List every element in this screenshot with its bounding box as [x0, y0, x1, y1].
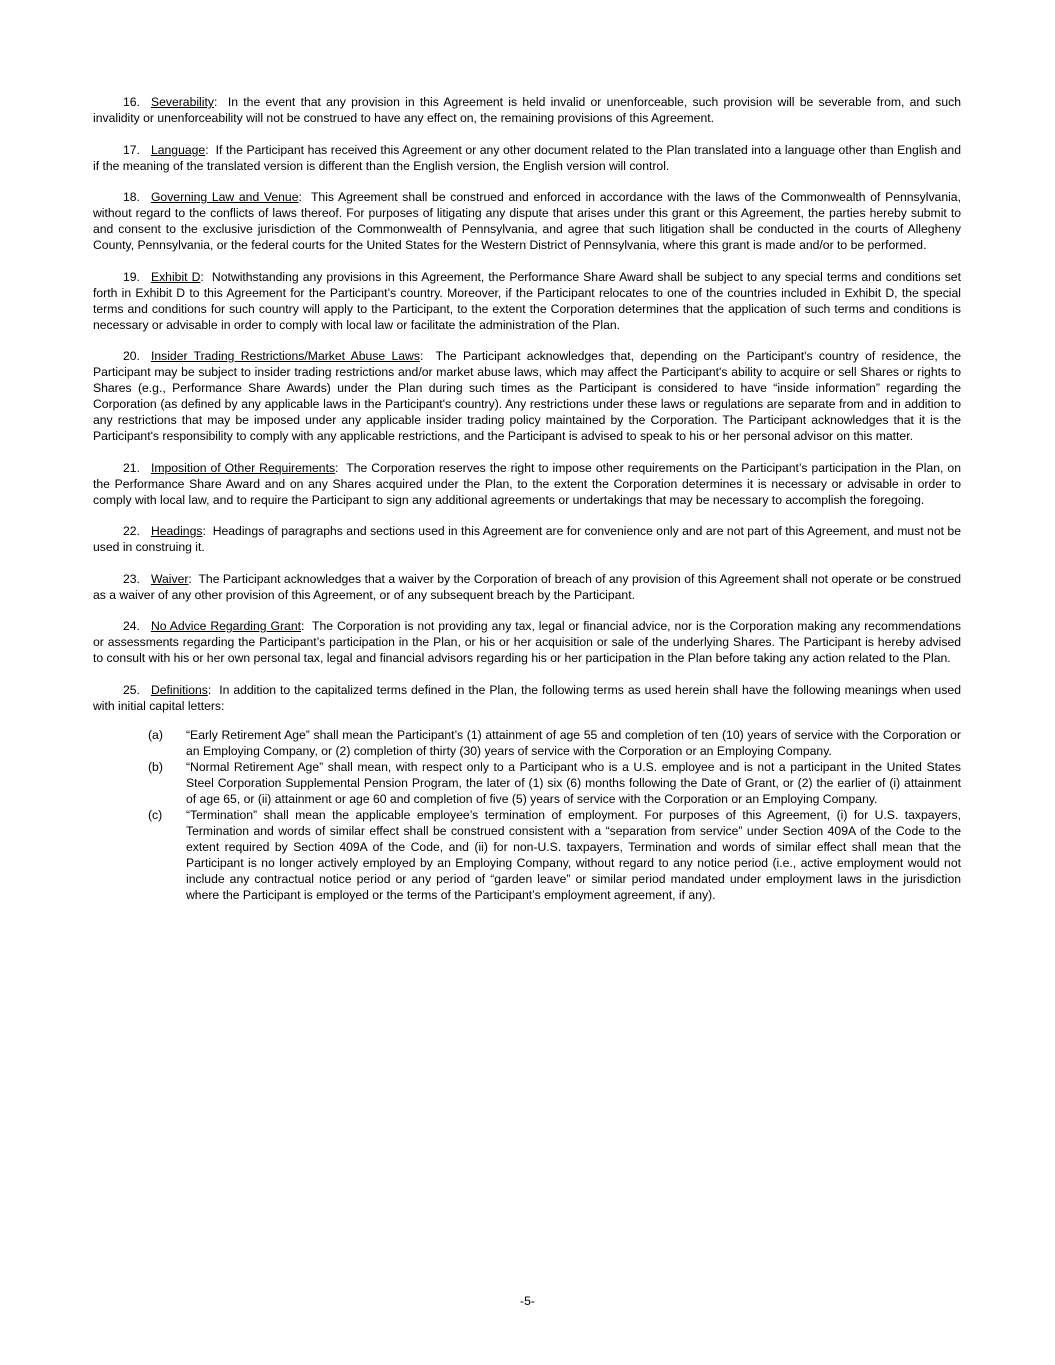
paragraph-text: In the event that any provision in this Agreement is held invalid or unenforceable, such provision will be severable from, and such invalidity or unenforceability will not be construed to have any effect on, the remaining provisions of this Agreement.	[93, 95, 961, 125]
paragraph-heading: Headings	[150, 524, 203, 538]
definition-text: “Termination” shall mean the applicable employee’s termination of employment. For purposes of this Agreement, (i) for U.S. taxpayers, Termination and words of similar effect shall be construed consistent with a “separation from service” under Section 409A of the Code to the extent required by Section 409A of the Code, and (ii) for non-U.S. taxpayers, Termination and words of similar effect shall mean that the Participant is no longer actively employed by an Employing Company, without regard to any notice period (i.e., active employment would not include any contractual notice period or any period of “garden leave” or similar period mandated under employment laws in the jurisdiction where the Participant is employed or the terms of the Participant’s employment agreement, if any).	[186, 807, 961, 902]
paragraph-number: 24.	[123, 619, 140, 633]
paragraph-heading: Definitions	[150, 682, 208, 697]
paragraph-heading: Insider Trading Restrictions/Market Abuse Laws	[150, 349, 420, 363]
paragraph-number: 18.	[123, 190, 140, 204]
paragraph-number: 21.	[123, 460, 140, 475]
paragraph-text: The Participant acknowledges that a waiver by the Corporation of breach of any provision of this Agreement shall not operate or be construed as a waiver of any other provision of this Agreement, or of any subsequent breach by the Participant.	[93, 571, 961, 602]
definition-text: “Early Retirement Age” shall mean the Participant’s (1) attainment of age 55 and completion of ten (10) years of service with the Corporation or an Employing Company, or (2) completion of thirty (30) years of service with the Corporation or an Employing Company.	[186, 727, 961, 758]
paragraph-19: 19. Exhibit D: Notwithstanding any provisions in this Agreement, the Performance Share Award shall be subject to any special terms and conditions set forth in Exhibit D to this Agreement for the Participant’s country. Moreover, if the Participant relocates to one of the countries included in Exhibit D, the special terms and conditions for such country will apply to the Participant, to the extent the Corporation determines that the application of such terms and conditions is necessary or advisable in order to comply with local law or facilitate the administration of the Plan.	[93, 269, 961, 332]
paragraph-heading: Severability	[150, 95, 214, 109]
paragraph-18: 18. Governing Law and Venue: This Agreement shall be construed and enforced in accordance with the laws of the Commonwealth of Pennsylvania, without regard to the conflicts of laws thereof. For purposes of litigating any dispute that arises under this grant or this Agreement, the parties hereby submit to and consent to the exclusive jurisdiction of the Commonwealth of Pennsylvania, and agree that such litigation shall be conducted in the courts of Allegheny County, Pennsylvania, or the federal courts for the United States for the Western District of Pennsylvania, where this grant is made and/or to be performed.	[93, 190, 961, 252]
paragraph-23: 23. Waiver: The Participant acknowledges that a waiver by the Corporation of breach of any provision of this Agreement shall not operate or be construed as a waiver of any other provision of this Agreement, or of any subsequent breach by the Participant.	[93, 571, 961, 602]
paragraph-heading: Governing Law and Venue	[150, 190, 299, 204]
paragraph-number: 23.	[123, 571, 140, 586]
page-number: -5-	[520, 1294, 535, 1308]
paragraph-20: 20. Insider Trading Restrictions/Market Abuse Laws: The Participant acknowledges that, depending on the Participant's country of residence, the Participant may be subject to insider trading restrictions and/or market abuse laws, which may affect the Participant's ability to acquire or sell Shares or rights to Shares (e.g., Performance Share Awards) under the Plan during such times as the Participant is considered to have “inside information” regarding the Corporation (as defined by any applicable laws in the Participant's country). Any restrictions under these laws or regulations are separate from and in addition to any restrictions that may be imposed under any applicable insider trading policy maintained by the Corporation. The Participant acknowledges that it is the Participant's responsibility to comply with any applicable restrictions, and the Participant is advised to speak to his or her personal advisor on this matter.	[93, 349, 961, 443]
paragraph-heading: Imposition of Other Requirements	[150, 460, 336, 475]
paragraph-16: 16. Severability: In the event that any provision in this Agreement is held invalid or unenforceable, such provision will be severable from, and such invalidity or unenforceability will not be construed to have any effect on, the remaining provisions of this Agreement.	[93, 95, 961, 125]
paragraph-number: 17.	[123, 142, 140, 157]
paragraph-text: The Participant acknowledges that, depending on the Participant's country of residence, the Participant may be subject to insider trading restrictions and/or market abuse laws, which may affect the Participant's ability to acquire or sell Shares or rights to Shares (e.g., Performance Share Awards) under the Plan during such times as the Participant is considered to have “inside information” regarding the Corporation (as defined by any applicable laws in the Participant's country). Any restrictions under these laws or regulations are separate from and in addition to any restrictions that may be imposed under any applicable insider trading policy maintained by the Corporation. The Participant acknowledges that it is the Participant's responsibility to comply with any applicable restrictions, and the Participant is advised to speak to his or her personal advisor on this matter.	[93, 349, 961, 443]
paragraph-heading: No Advice Regarding Grant	[150, 619, 301, 633]
definition-item	[148, 727, 961, 759]
paragraph-text: Headings of paragraphs and sections used in this Agreement are for convenience only and are not part of this Agreement, and must not be used in construing it.	[93, 524, 961, 554]
document-body	[93, 94, 961, 903]
paragraph-text: The Corporation is not providing any tax, legal or financial advice, nor is the Corporation making any recommendations or assessments regarding the Participant’s participation in the Plan, or his or her acquisition or sale of the underlying Shares. The Participant is hereby advised to consult with his or her own personal tax, legal and financial advisors regarding his or her participation in the Plan before taking any action related to the Plan.	[93, 619, 961, 665]
paragraph-text: In addition to the capitalized terms defined in the Plan, the following terms as used herein shall have the following meanings when used with initial capital letters:	[93, 682, 961, 713]
paragraph-heading: Waiver	[150, 571, 189, 586]
paragraph-24: 24. No Advice Regarding Grant: The Corporation is not providing any tax, legal or financial advice, nor is the Corporation making any recommendations or assessments regarding the Participant’s participation in the Plan, or his or her acquisition or sale of the underlying Shares. The Participant is hereby advised to consult with his or her own personal tax, legal and financial advisors regarding his or her participation in the Plan before taking any action related to the Plan.	[93, 619, 961, 665]
definition-item	[148, 759, 961, 807]
definition-label: (a)	[148, 727, 163, 742]
paragraph-22: 22. Headings: Headings of paragraphs and sections used in this Agreement are for convenience only and are not part of this Agreement, and must not be used in construing it.	[93, 524, 961, 554]
paragraph-text: Notwithstanding any provisions in this Agreement, the Performance Share Award shall be subject to any special terms and conditions set forth in Exhibit D to this Agreement for the Participant’s country. Moreover, if the Participant relocates to one of the countries included in Exhibit D, the special terms and conditions for such country will apply to the Participant, to the extent the Corporation determines that the application of such terms and conditions is necessary or advisable in order to comply with local law or facilitate the administration of the Plan.	[93, 269, 961, 332]
paragraph-number: 16.	[123, 95, 140, 109]
paragraph-text: If the Participant has received this Agreement or any other document related to the Plan translated into a language other than English and if the meaning of the translated version is different than the English version, the English version will control.	[93, 142, 961, 173]
paragraph-heading: Exhibit D	[150, 269, 201, 284]
paragraph-text: The Corporation reserves the right to impose other requirements on the Participant’s participation in the Plan, on the Performance Share Award and on any Shares acquired under the Plan, to the extent the Corporation determines it is necessary or advisable in order to comply with local law, and to require the Participant to sign any additional agreements or undertakings that may be necessary to accomplish the foregoing.	[93, 460, 961, 507]
definitions-list	[148, 727, 961, 903]
paragraph-17: 17. Language: If the Participant has received this Agreement or any other document related to the Plan translated into a language other than English and if the meaning of the translated version is different than the English version, the English version will control.	[93, 142, 961, 173]
definition-label: (c)	[148, 807, 163, 822]
paragraph-text: This Agreement shall be construed and enforced in accordance with the laws of the Commonwealth of Pennsylvania, without regard to the conflicts of laws thereof. For purposes of litigating any dispute that arises under this grant or this Agreement, the parties hereby submit to and consent to the exclusive jurisdiction of the Commonwealth of Pennsylvania, and agree that such litigation shall be conducted in the courts of Allegheny County, Pennsylvania, or the federal courts for the United States for the Western District of Pennsylvania, where this grant is made and/or to be performed.	[93, 190, 961, 252]
definition-label: (b)	[148, 759, 163, 774]
definition-item	[148, 807, 961, 903]
paragraph-number: 25.	[123, 682, 140, 697]
definition-text: “Normal Retirement Age” shall mean, with respect only to a Participant who is a U.S. employee and is not a participant in the United States Steel Corporation Supplemental Pension Program, the later of (1) six (6) months following the Date of Grant, or (2) the earlier of (i) attainment of age 65, or (ii) attainment or age 60 and completion of five (5) years of service with the Corporation or an Employing Company.	[186, 759, 961, 806]
paragraph-number: 22.	[123, 524, 140, 538]
paragraph-21: 21. Imposition of Other Requirements: The Corporation reserves the right to impose other requirements on the Participant’s participation in the Plan, on the Performance Share Award and on any Shares acquired under the Plan, to the extent the Corporation determines it is necessary or advisable in order to comply with local law, and to require the Participant to sign any additional agreements or undertakings that may be necessary to accomplish the foregoing.	[93, 460, 961, 507]
paragraph-number: 20.	[123, 349, 140, 363]
paragraph-heading: Language	[150, 142, 206, 157]
paragraph-25: 25. Definitions: In addition to the capitalized terms defined in the Plan, the following terms as used herein shall have the following meanings when used with initial capital letters:	[93, 682, 961, 713]
paragraph-number: 19.	[123, 269, 140, 284]
